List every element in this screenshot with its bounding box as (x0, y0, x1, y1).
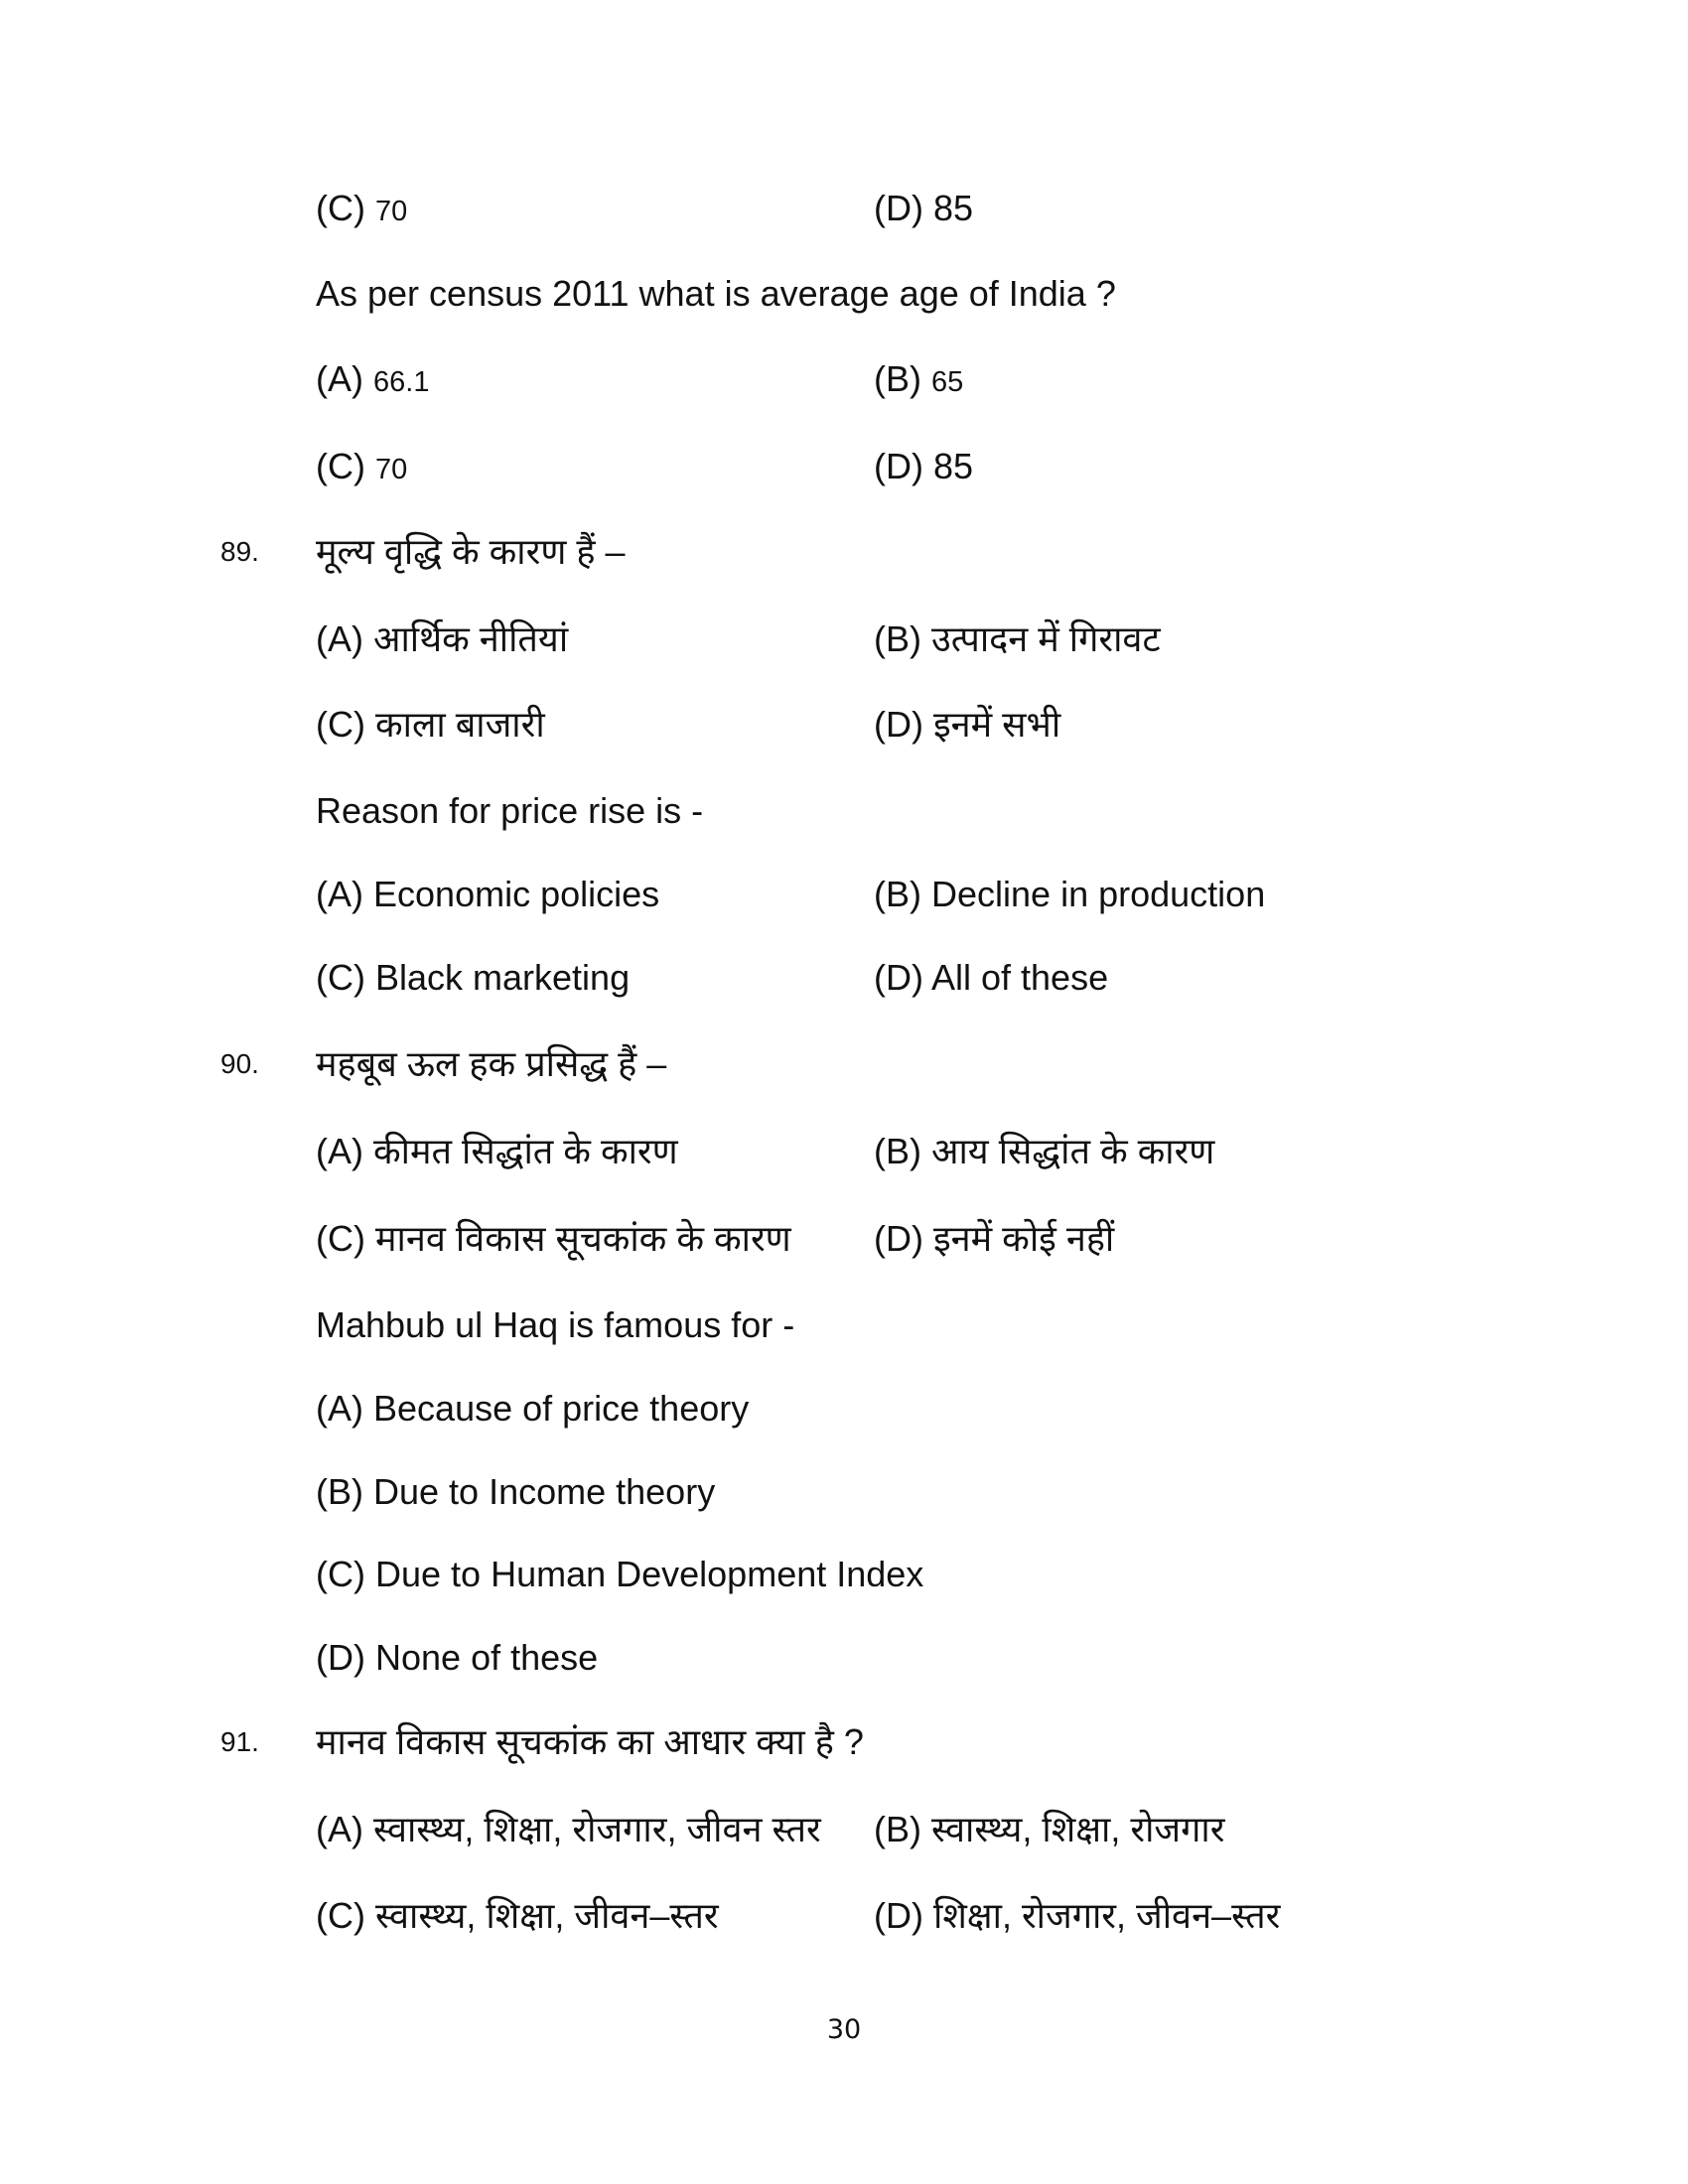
q89-hi-option-a (316, 610, 568, 669)
option-label: (C) (316, 188, 365, 228)
q88-en-option-b (874, 349, 963, 412)
q90-english-question: Mahbub ul Haq is famous for - (316, 1304, 795, 1345)
q91-hi-option-a (316, 1800, 821, 1859)
q88-en-option-a (316, 349, 429, 412)
q91-hindi-options-row-1 (0, 1800, 1688, 1859)
q89-hi-option-d (874, 695, 1060, 754)
option-label: (D) (874, 704, 923, 745)
q88-english-options-row-2 (0, 437, 1688, 496)
option-label: (A) (316, 358, 363, 399)
question-number: 91. (220, 1726, 259, 1757)
option-label: (C) (316, 1554, 365, 1594)
q90-en-option-b (0, 1462, 1688, 1522)
q91-hi-option-b (874, 1800, 1224, 1859)
q88-en-option-c (316, 437, 407, 499)
q91-hi-option-c (316, 1886, 719, 1946)
q89-en-option-d (874, 948, 1108, 1008)
q90-en-option-c (0, 1545, 1688, 1604)
option-text: Black marketing (375, 957, 631, 998)
option-label: (D) (874, 957, 923, 998)
q88-english-options-row-1 (0, 349, 1688, 409)
q90-hindi-options-row-2 (0, 1209, 1688, 1269)
option-label: (B) (874, 358, 921, 399)
option-label: (C) (316, 446, 365, 486)
option-text: काला बाजारी (375, 704, 545, 745)
option-text: आर्थिक नीतियां (373, 618, 569, 659)
option-label: (A) (316, 1809, 363, 1849)
q90-en-option-a (0, 1379, 1688, 1438)
option-label: (B) (316, 1471, 363, 1512)
option-label: (A) (316, 1388, 363, 1429)
option-text: Because of price theory (373, 1388, 750, 1429)
option-label: (D) (874, 188, 923, 228)
q89-english-options-row-1 (0, 865, 1688, 924)
option-text: इनमें कोई नहीं (933, 1218, 1115, 1259)
option-text: शिक्षा, रोजगार, जीवन–स्तर (933, 1895, 1281, 1936)
q88-option-c (316, 179, 407, 241)
q90-en-option-d (0, 1628, 1688, 1688)
option-label: (B) (874, 1809, 921, 1849)
option-text: All of these (931, 957, 1109, 998)
option-label: (A) (316, 1131, 363, 1171)
q89-english-options-row-2 (0, 948, 1688, 1008)
q91-hi-option-d (874, 1886, 1280, 1946)
option-text: 70 (375, 196, 408, 227)
option-text: मानव विकास सूचकांक के कारण (375, 1218, 791, 1259)
q89-hi-option-c (316, 695, 545, 754)
option-text: स्वास्थ्य, शिक्षा, रोजगार, जीवन स्तर (373, 1809, 821, 1849)
option-label: (A) (316, 874, 363, 914)
option-label: (D) (874, 1895, 923, 1936)
q91-hindi-question: मानव विकास सूचकांक का आधार क्या है ? (316, 1721, 864, 1762)
option-text: स्वास्थ्य, शिक्षा, जीवन–स्तर (375, 1895, 719, 1936)
q90-hi-option-a (316, 1122, 678, 1181)
q88-en-option-d (874, 437, 973, 496)
option-label: (C) (316, 1218, 365, 1259)
q88-tail-options-row (0, 179, 1688, 238)
option-label: (D) (874, 1218, 923, 1259)
option-text: कीमत सिद्धांत के कारण (373, 1131, 678, 1171)
option-label: (D) (316, 1637, 365, 1678)
option-label: (B) (874, 618, 921, 659)
option-text: Decline in production (931, 874, 1266, 914)
option-label: (C) (316, 704, 365, 745)
q89-hindi-options-row-2 (0, 695, 1688, 754)
option-text: Due to Human Development Index (375, 1554, 924, 1594)
option-text: आय सिद्धांत के कारण (931, 1131, 1215, 1171)
q89-hi-option-b (874, 610, 1161, 669)
option-text: 65 (931, 366, 964, 398)
question-number: 89. (220, 536, 259, 567)
q88-option-d (874, 179, 973, 238)
question-number: 90. (220, 1048, 259, 1079)
q89-hindi-options-row-1 (0, 610, 1688, 669)
option-label: (B) (874, 1131, 921, 1171)
option-label: (B) (874, 874, 921, 914)
option-text: 66.1 (373, 366, 430, 398)
q88-english-question: As per census 2011 what is average age of India ? (316, 273, 1116, 314)
option-text: उत्पादन में गिरावट (931, 618, 1161, 659)
q90-hindi-question-row (0, 1034, 1688, 1094)
option-text: 85 (933, 446, 974, 486)
q90-hi-option-d (874, 1209, 1114, 1269)
q90-hindi-options-row-1 (0, 1122, 1688, 1181)
option-text: Due to Income theory (373, 1471, 716, 1512)
q89-english-question: Reason for price rise is - (316, 790, 704, 831)
option-label: (A) (316, 618, 363, 659)
q89-en-option-a (316, 865, 659, 924)
q89-hindi-question: मूल्य वृद्धि के कारण हैं – (316, 531, 626, 572)
q90-hi-option-b (874, 1122, 1214, 1181)
q89-en-option-b (874, 865, 1265, 924)
q89-hindi-question-row (0, 522, 1688, 582)
option-label: (C) (316, 1895, 365, 1936)
option-text: 70 (375, 454, 408, 485)
option-label: (D) (874, 446, 923, 486)
option-text: None of these (375, 1637, 599, 1678)
option-text: Economic policies (373, 874, 660, 914)
q91-hindi-question-row (0, 1712, 1688, 1772)
q90-hi-option-c (316, 1209, 791, 1269)
option-text: इनमें सभी (933, 704, 1061, 745)
option-text: स्वास्थ्य, शिक्षा, रोजगार (931, 1809, 1225, 1849)
page-number: 30 (826, 2014, 862, 2045)
q89-en-option-c (316, 948, 630, 1008)
q90-hindi-question: महबूब ऊल हक प्रसिद्ध हैं – (316, 1043, 667, 1084)
q91-hindi-options-row-2 (0, 1886, 1688, 1946)
option-text: 85 (933, 188, 974, 228)
option-label: (C) (316, 957, 365, 998)
